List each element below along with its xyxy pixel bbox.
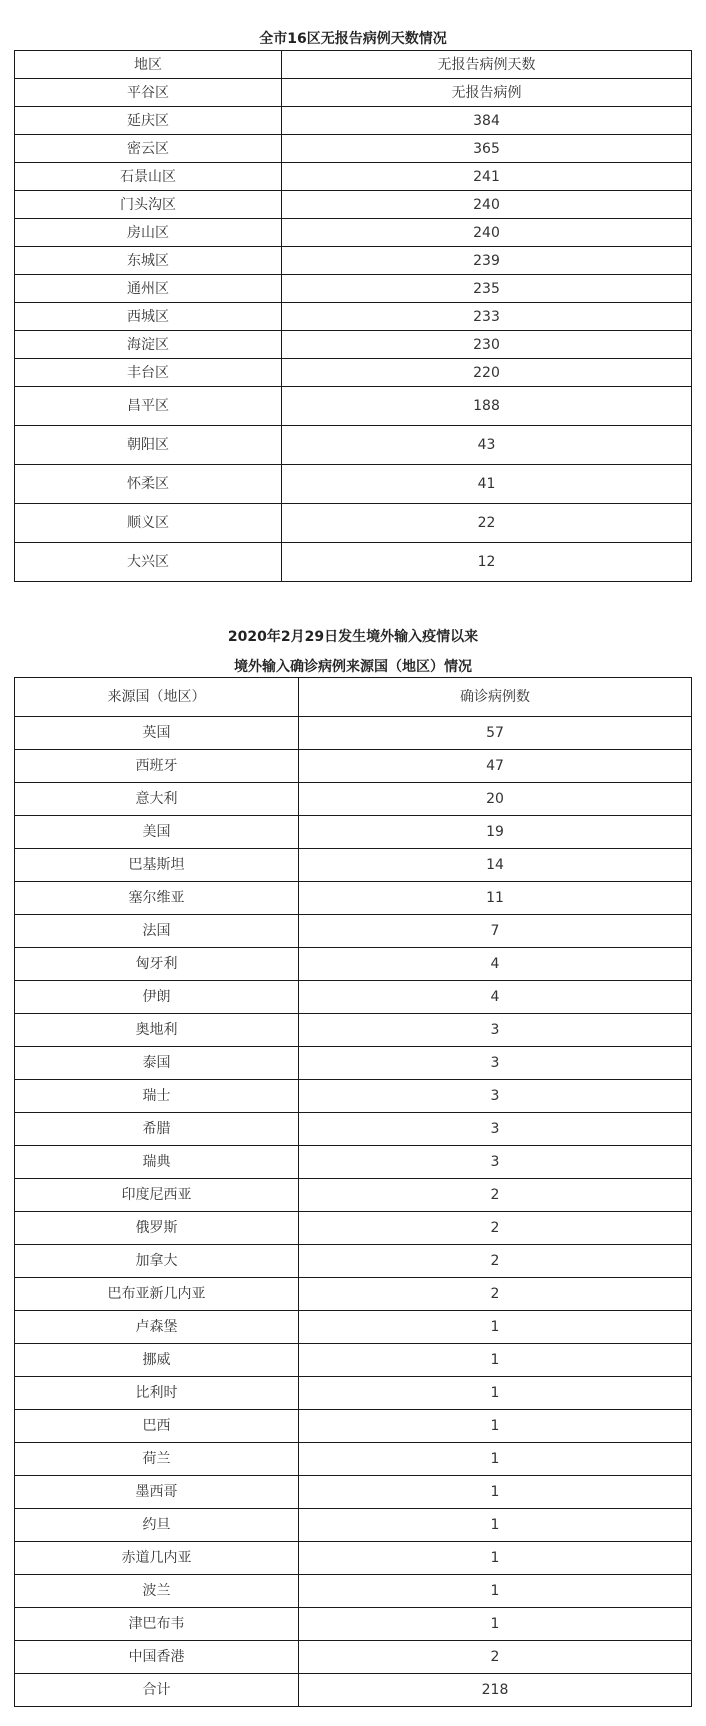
table-row <box>15 1377 692 1410</box>
name-cell: 津巴布韦 <box>15 1608 299 1641</box>
table-row <box>15 1542 692 1575</box>
value-cell: 41 <box>282 465 692 504</box>
value-cell: 218 <box>299 1674 692 1707</box>
table-row <box>15 1641 692 1674</box>
name-cell: 东城区 <box>15 247 282 275</box>
value-cell: 2 <box>299 1641 692 1674</box>
table-row <box>15 1674 692 1707</box>
name-cell: 顺义区 <box>15 504 282 543</box>
value-cell: 220 <box>282 359 692 387</box>
table-row <box>15 135 692 163</box>
value-cell: 233 <box>282 303 692 331</box>
name-cell: 赤道几内亚 <box>15 1542 299 1575</box>
value-cell: 12 <box>282 543 692 582</box>
name-cell: 波兰 <box>15 1575 299 1608</box>
name-cell: 瑞典 <box>15 1146 299 1179</box>
table-row <box>15 331 692 359</box>
name-cell: 中国香港 <box>15 1641 299 1674</box>
table-row <box>15 504 692 543</box>
name-cell: 意大利 <box>15 783 299 816</box>
value-cell: 241 <box>282 163 692 191</box>
name-cell: 泰国 <box>15 1047 299 1080</box>
header-cell: 无报告病例天数 <box>282 51 692 79</box>
table-row <box>15 1113 692 1146</box>
name-cell: 平谷区 <box>15 79 282 107</box>
imported-cases-table <box>14 677 692 1707</box>
name-cell: 挪威 <box>15 1344 299 1377</box>
value-cell: 47 <box>299 750 692 783</box>
table2-title-line1: 2020年2月29日发生境外输入疫情以来 <box>227 629 479 645</box>
value-cell: 2 <box>299 1245 692 1278</box>
table-row <box>15 1047 692 1080</box>
name-cell: 希腊 <box>15 1113 299 1146</box>
table-row <box>15 1476 692 1509</box>
name-cell: 石景山区 <box>15 163 282 191</box>
value-cell: 365 <box>282 135 692 163</box>
name-cell: 瑞士 <box>15 1080 299 1113</box>
value-cell: 2 <box>299 1278 692 1311</box>
table-row <box>15 1344 692 1377</box>
table-row <box>15 163 692 191</box>
value-cell: 384 <box>282 107 692 135</box>
table-row <box>15 783 692 816</box>
table-row <box>15 247 692 275</box>
table-row <box>15 1014 692 1047</box>
name-cell: 通州区 <box>15 275 282 303</box>
table-row <box>15 816 692 849</box>
table-row <box>15 191 692 219</box>
table-row <box>15 1179 692 1212</box>
value-cell: 188 <box>282 387 692 426</box>
table-row <box>15 981 692 1014</box>
name-cell: 约旦 <box>15 1509 299 1542</box>
name-cell: 墨西哥 <box>15 1476 299 1509</box>
name-cell: 印度尼西亚 <box>15 1179 299 1212</box>
table-header-row <box>15 51 692 79</box>
value-cell: 4 <box>299 948 692 981</box>
value-cell: 1 <box>299 1377 692 1410</box>
value-cell: 1 <box>299 1443 692 1476</box>
table1-title: 全市16区无报告病例天数情况 <box>259 31 447 47</box>
name-cell: 合计 <box>15 1674 299 1707</box>
table-row <box>15 1245 692 1278</box>
value-cell: 1 <box>299 1311 692 1344</box>
value-cell: 1 <box>299 1542 692 1575</box>
value-cell: 240 <box>282 191 692 219</box>
table-row <box>15 849 692 882</box>
value-cell: 239 <box>282 247 692 275</box>
value-cell: 11 <box>299 882 692 915</box>
value-cell: 3 <box>299 1047 692 1080</box>
name-cell: 巴基斯坦 <box>15 849 299 882</box>
value-cell: 3 <box>299 1146 692 1179</box>
name-cell: 伊朗 <box>15 981 299 1014</box>
name-cell: 怀柔区 <box>15 465 282 504</box>
value-cell: 235 <box>282 275 692 303</box>
value-cell: 240 <box>282 219 692 247</box>
table-row <box>15 426 692 465</box>
value-cell: 20 <box>299 783 692 816</box>
table-row <box>15 1278 692 1311</box>
value-cell: 3 <box>299 1014 692 1047</box>
name-cell: 大兴区 <box>15 543 282 582</box>
name-cell: 海淀区 <box>15 331 282 359</box>
table-row <box>15 1212 692 1245</box>
no-case-days-table <box>14 50 692 582</box>
value-cell: 7 <box>299 915 692 948</box>
table-row <box>15 750 692 783</box>
table-row <box>15 948 692 981</box>
name-cell: 比利时 <box>15 1377 299 1410</box>
table-row <box>15 79 692 107</box>
table-row <box>15 915 692 948</box>
value-cell: 43 <box>282 426 692 465</box>
table-row <box>15 1311 692 1344</box>
name-cell: 巴布亚新几内亚 <box>15 1278 299 1311</box>
table-header-row <box>15 678 692 717</box>
table2-title-line2: 境外输入确诊病例来源国（地区）情况 <box>234 659 472 675</box>
value-cell: 1 <box>299 1608 692 1641</box>
header-cell: 地区 <box>15 51 282 79</box>
value-cell: 4 <box>299 981 692 1014</box>
value-cell: 22 <box>282 504 692 543</box>
name-cell: 门头沟区 <box>15 191 282 219</box>
table-row <box>15 717 692 750</box>
name-cell: 昌平区 <box>15 387 282 426</box>
name-cell: 朝阳区 <box>15 426 282 465</box>
value-cell: 14 <box>299 849 692 882</box>
header-cell: 确诊病例数 <box>299 678 692 717</box>
name-cell: 英国 <box>15 717 299 750</box>
value-cell: 无报告病例 <box>282 79 692 107</box>
table-row <box>15 387 692 426</box>
table-row <box>15 1509 692 1542</box>
value-cell: 3 <box>299 1080 692 1113</box>
value-cell: 1 <box>299 1344 692 1377</box>
table-row <box>15 1146 692 1179</box>
name-cell: 房山区 <box>15 219 282 247</box>
value-cell: 3 <box>299 1113 692 1146</box>
name-cell: 荷兰 <box>15 1443 299 1476</box>
name-cell: 延庆区 <box>15 107 282 135</box>
table-row <box>15 1080 692 1113</box>
value-cell: 1 <box>299 1509 692 1542</box>
name-cell: 奥地利 <box>15 1014 299 1047</box>
table-row <box>15 303 692 331</box>
name-cell: 丰台区 <box>15 359 282 387</box>
name-cell: 西城区 <box>15 303 282 331</box>
value-cell: 2 <box>299 1179 692 1212</box>
header-cell: 来源国（地区） <box>15 678 299 717</box>
value-cell: 57 <box>299 717 692 750</box>
name-cell: 加拿大 <box>15 1245 299 1278</box>
name-cell: 塞尔维亚 <box>15 882 299 915</box>
name-cell: 匈牙利 <box>15 948 299 981</box>
table-row <box>15 219 692 247</box>
table-row <box>15 1575 692 1608</box>
name-cell: 俄罗斯 <box>15 1212 299 1245</box>
name-cell: 巴西 <box>15 1410 299 1443</box>
table-row <box>15 1410 692 1443</box>
value-cell: 1 <box>299 1575 692 1608</box>
name-cell: 卢森堡 <box>15 1311 299 1344</box>
name-cell: 法国 <box>15 915 299 948</box>
table-row <box>15 275 692 303</box>
table-row <box>15 465 692 504</box>
value-cell: 1 <box>299 1476 692 1509</box>
name-cell: 美国 <box>15 816 299 849</box>
value-cell: 1 <box>299 1410 692 1443</box>
value-cell: 230 <box>282 331 692 359</box>
table-row <box>15 359 692 387</box>
value-cell: 19 <box>299 816 692 849</box>
table-row <box>15 107 692 135</box>
table-row <box>15 882 692 915</box>
table-row <box>15 543 692 582</box>
table-row <box>15 1443 692 1476</box>
name-cell: 密云区 <box>15 135 282 163</box>
name-cell: 西班牙 <box>15 750 299 783</box>
table-row <box>15 1608 692 1641</box>
value-cell: 2 <box>299 1212 692 1245</box>
